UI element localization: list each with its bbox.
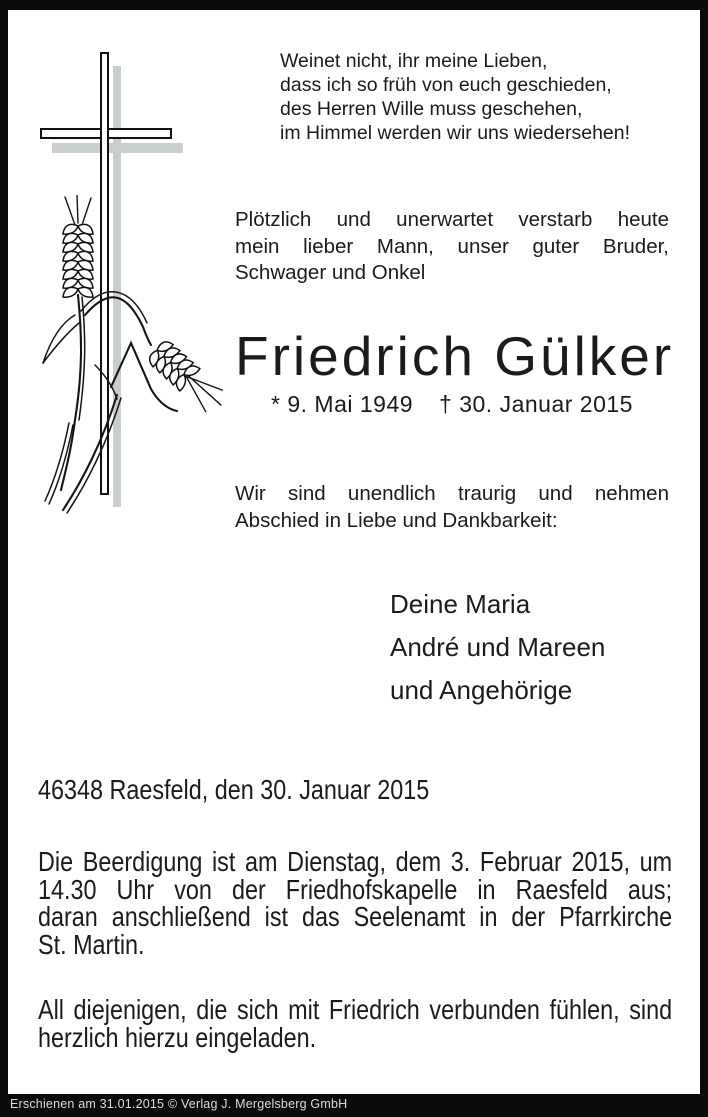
funeral-line: 14.30 Uhr von der Friedhofskapelle in Raesfeld aus; [38,873,673,905]
funeral-line: daran anschließend ist das Seelenamt in der Pfarrkirche [38,901,673,933]
funeral-line: Die Beerdigung ist am Dienstag, dem 3. Februar 2015, um [38,846,673,877]
mourners-list [390,583,605,712]
intro-line: Schwager und Onkel [235,261,426,284]
death-date: † 30. Januar 2015 [439,391,633,417]
intro-paragraph [235,207,669,287]
birth-date: * 9. Mai 1949 [271,391,414,417]
funeral-info-paragraph [38,848,672,959]
cross-shadow-horizontal-icon [52,143,183,153]
verse-line: des Herren Wille muss geschehen, [280,98,583,120]
deceased-name: Friedrich Gülker [235,325,675,387]
verse-line: Weinet nicht, ihr meine Lieben, [280,50,548,72]
mourner-line: Deine Maria [390,589,531,619]
mourner-line: André und Mareen [390,632,606,662]
invitation-line: All diejenigen, die sich mit Friedrich verbunden fühlen, sind [38,994,673,1025]
funeral-line: St. Martin. [38,929,145,961]
place-date-line: 46348 Raesfeld, den 30. Januar 2015 [38,774,430,805]
invitation-paragraph [38,996,672,1051]
memorial-verse [280,49,630,145]
publisher-imprint: Erschienen am 31.01.2015 © Verlag J. Mergelsberg GmbH [10,1097,348,1111]
intro-line: Plötzlich und unerwartet verstarb heute [235,208,669,231]
verse-line: dass ich so früh von euch geschieden, [280,74,612,96]
intro-line: mein lieber Mann, unser guter Bruder, [235,234,669,258]
verse-line: im Himmel werden wir uns wiedersehen! [280,122,631,144]
wheat-ears-icon [25,195,225,515]
grief-line: Abschied in Liebe und Dankbarkeit: [235,508,558,532]
life-dates [235,391,669,417]
grief-line: Wir sind unendlich traurig und nehmen [235,482,669,505]
grief-paragraph [235,481,669,534]
invitation-line: herzlich hierzu eingeladen. [38,1021,317,1053]
mourner-line: und Angehörige [390,675,573,705]
